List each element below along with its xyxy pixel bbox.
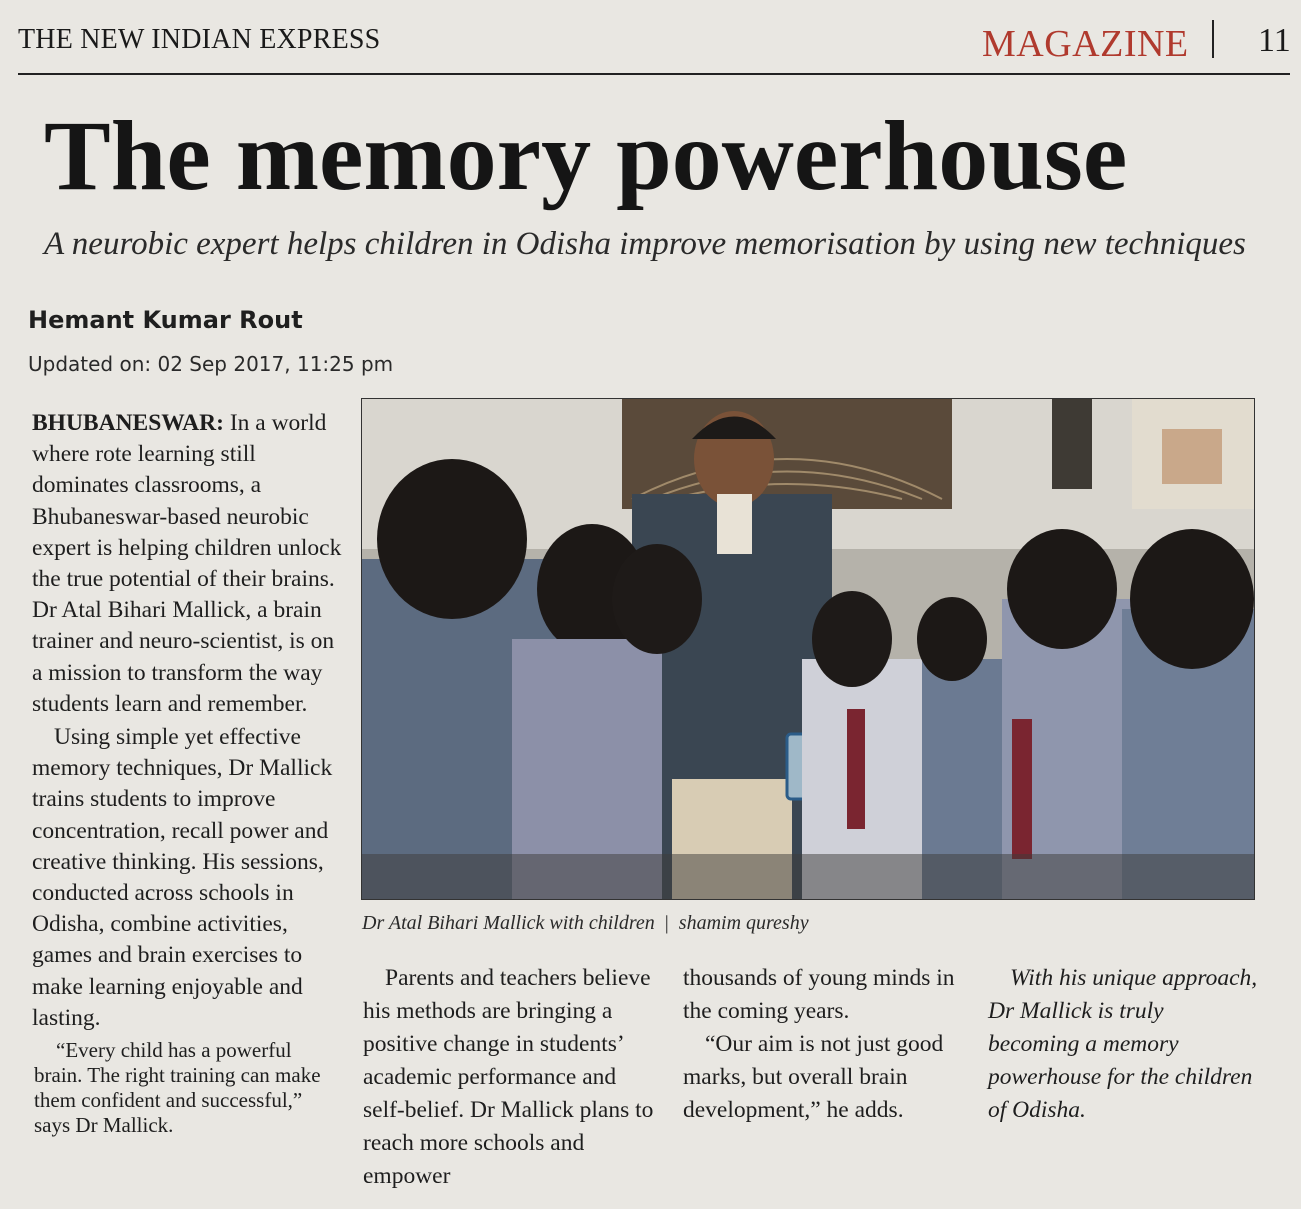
deck: A neurobic expert helps children in Odisha improve memorisation by using new techniques — [44, 226, 1246, 262]
paragraph-1 — [32, 408, 342, 720]
byline: Hemant Kumar Rout — [28, 306, 303, 334]
masthead: THE NEW INDIAN EXPRESS — [18, 24, 381, 55]
caption-text: Dr Atal Bihari Mallick with children — [362, 912, 655, 934]
page-number: 11 — [1258, 22, 1291, 59]
column-4 — [988, 962, 1258, 1127]
column-2 — [363, 962, 663, 1193]
photo-caption — [362, 912, 809, 935]
paragraph-6: “Our aim is not just good marks, but overall brain development,” he adds. — [683, 1031, 944, 1123]
photo-illustration — [362, 399, 1254, 899]
header-divider — [1212, 20, 1214, 58]
paragraph-4: Parents and teachers believe his methods are bringing a positive change in students’ academic performance and self-belief. Dr Mallick plans to reach more schools and empower — [363, 965, 654, 1189]
paragraph-2: Using simple yet effective memory techniques, Dr Mallick trains students to improve concentration, recall power and creative thinking. His sessions, conducted across schools in Odisha, combine activities, games and brain exercises to make learning enjoyable and lasting. — [32, 724, 333, 1031]
column-1 — [32, 408, 342, 1138]
dateline: BHUBANESWAR: — [32, 410, 224, 436]
section-label: MAGAZINE — [982, 23, 1189, 65]
article-photo — [361, 398, 1255, 900]
paragraph-1-text: In a world where rote learning still dominates classrooms, a Bhubaneswar-based neurobic expert is helping children unlock the true potential of their brains. Dr Atal Bihari Mallick, a brain trainer and neuro-scientist, is on a mission to transform the way students learn and remember. — [32, 410, 342, 717]
photo-credit: shamim qureshy — [678, 912, 809, 934]
header-rule — [18, 73, 1290, 75]
caption-separator: | — [664, 912, 669, 934]
column-3 — [683, 962, 963, 1127]
paragraph-3: “Every child has a powerful brain. The right training can make them confident and successful,” says Dr Mallick. — [34, 1038, 321, 1138]
headline: The memory powerhouse — [44, 100, 1128, 211]
paragraph-5: thousands of young minds in the coming years. — [683, 965, 955, 1024]
updated-timestamp: Updated on: 02 Sep 2017, 11:25 pm — [28, 352, 394, 376]
paragraph-7: With his unique approach, Dr Mallick is truly becoming a memory powerhouse for the children of Odisha. — [988, 965, 1258, 1123]
